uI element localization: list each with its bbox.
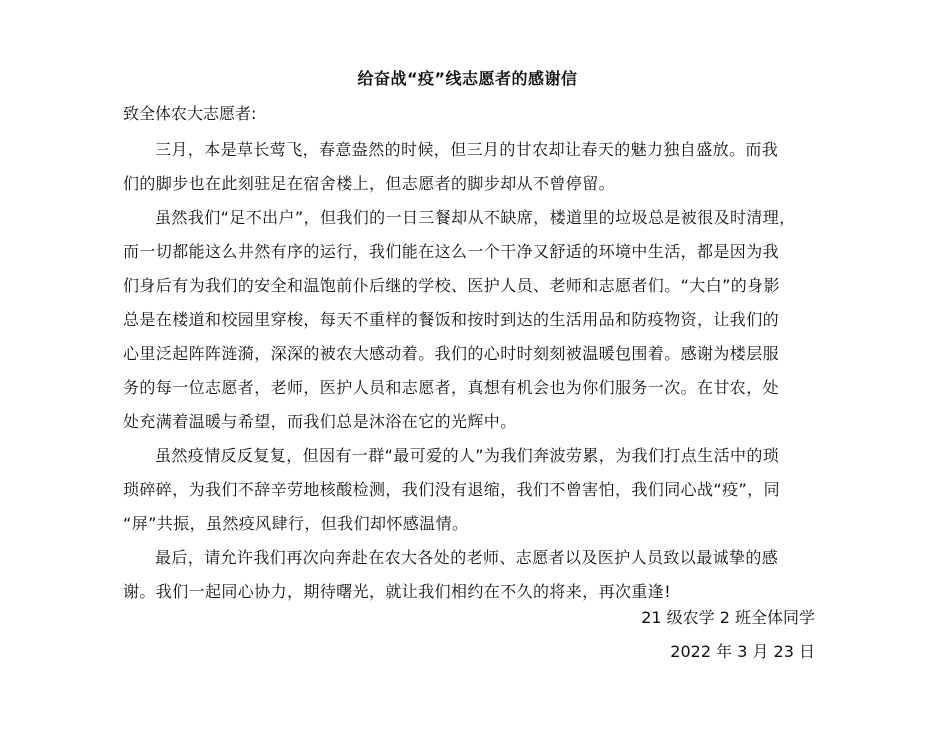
paragraph-line: 心里泛起阵阵涟漪，深深的被农大感动着。我们的心时时刻刻被温暖包围着。感谢为楼层服 bbox=[123, 344, 780, 363]
paragraph-line: 虽然疫情反反复复，但因有一群“最可爱的人”为我们奔波劳累，为我们打点生活中的琐 bbox=[155, 446, 780, 465]
letter-title: 给奋战“疫”线志愿者的感谢信 bbox=[357, 69, 578, 88]
paragraph-line: 琐碎碎，为我们不辞辛劳地核酸检测，我们没有退缩，我们不曾害怕，我们同心战“疫”，同 bbox=[123, 480, 780, 499]
paragraph-line: 而一切都能这么井然有序的运行，我们能在这么一个干净又舒适的环境中生活，都是因为我 bbox=[123, 242, 780, 261]
paragraph-line: 们身后有为我们的安全和温饱前仆后继的学校、医护人员、老师和志愿者们。“大白”的身影 bbox=[123, 276, 780, 295]
paragraph-line: 们的脚步也在此刻驻足在宿舍楼上，但志愿者的脚步却从不曾停留。 bbox=[123, 174, 616, 193]
signature-date: 2022 年 3 月 23 日 bbox=[670, 642, 815, 661]
signature-sender: 21 级农学 2 班全体同学 bbox=[641, 608, 815, 627]
paragraph-line: 谢。我们一起同心协力，期待曙光，就让我们相约在不久的将来，再次重逢! bbox=[123, 582, 672, 601]
paragraph-line: 总是在楼道和校园里穿梭，每天不重样的餐饭和按时到达的生活用品和防疫物资，让我们的 bbox=[123, 310, 780, 329]
letter-signature-block bbox=[641, 601, 815, 669]
paragraph-1 bbox=[123, 133, 823, 201]
paragraph-line: 三月，本是草长莺飞，春意盎然的时候，但三月的甘农却让春天的魅力独自盛放。而我 bbox=[155, 140, 779, 159]
paragraph-line: 处充满着温暖与希望，而我们总是沐浴在它的光辉中。 bbox=[123, 412, 517, 431]
paragraph-4 bbox=[123, 541, 823, 609]
paragraph-3 bbox=[123, 439, 823, 541]
paragraph-line: 虽然我们“足不出户”，但我们的一日三餐却从不缺席，楼道里的垃圾总是被很及时清理， bbox=[155, 208, 796, 227]
paragraph-line: 务的每一位志愿者，老师，医护人员和志愿者，真想有机会也为你们服务一次。在甘农，处 bbox=[123, 378, 780, 397]
letter-salutation: 致全体农大志愿者: bbox=[123, 104, 257, 123]
paragraph-line: “屏”共振，虽然疫风肆行，但我们却怀感温情。 bbox=[123, 514, 469, 533]
letter-body bbox=[123, 133, 823, 609]
paragraph-2 bbox=[123, 201, 823, 439]
paragraph-line: 最后，请允许我们再次向奔赴在农大各处的老师、志愿者以及医护人员致以最诚挚的感 bbox=[155, 548, 779, 567]
